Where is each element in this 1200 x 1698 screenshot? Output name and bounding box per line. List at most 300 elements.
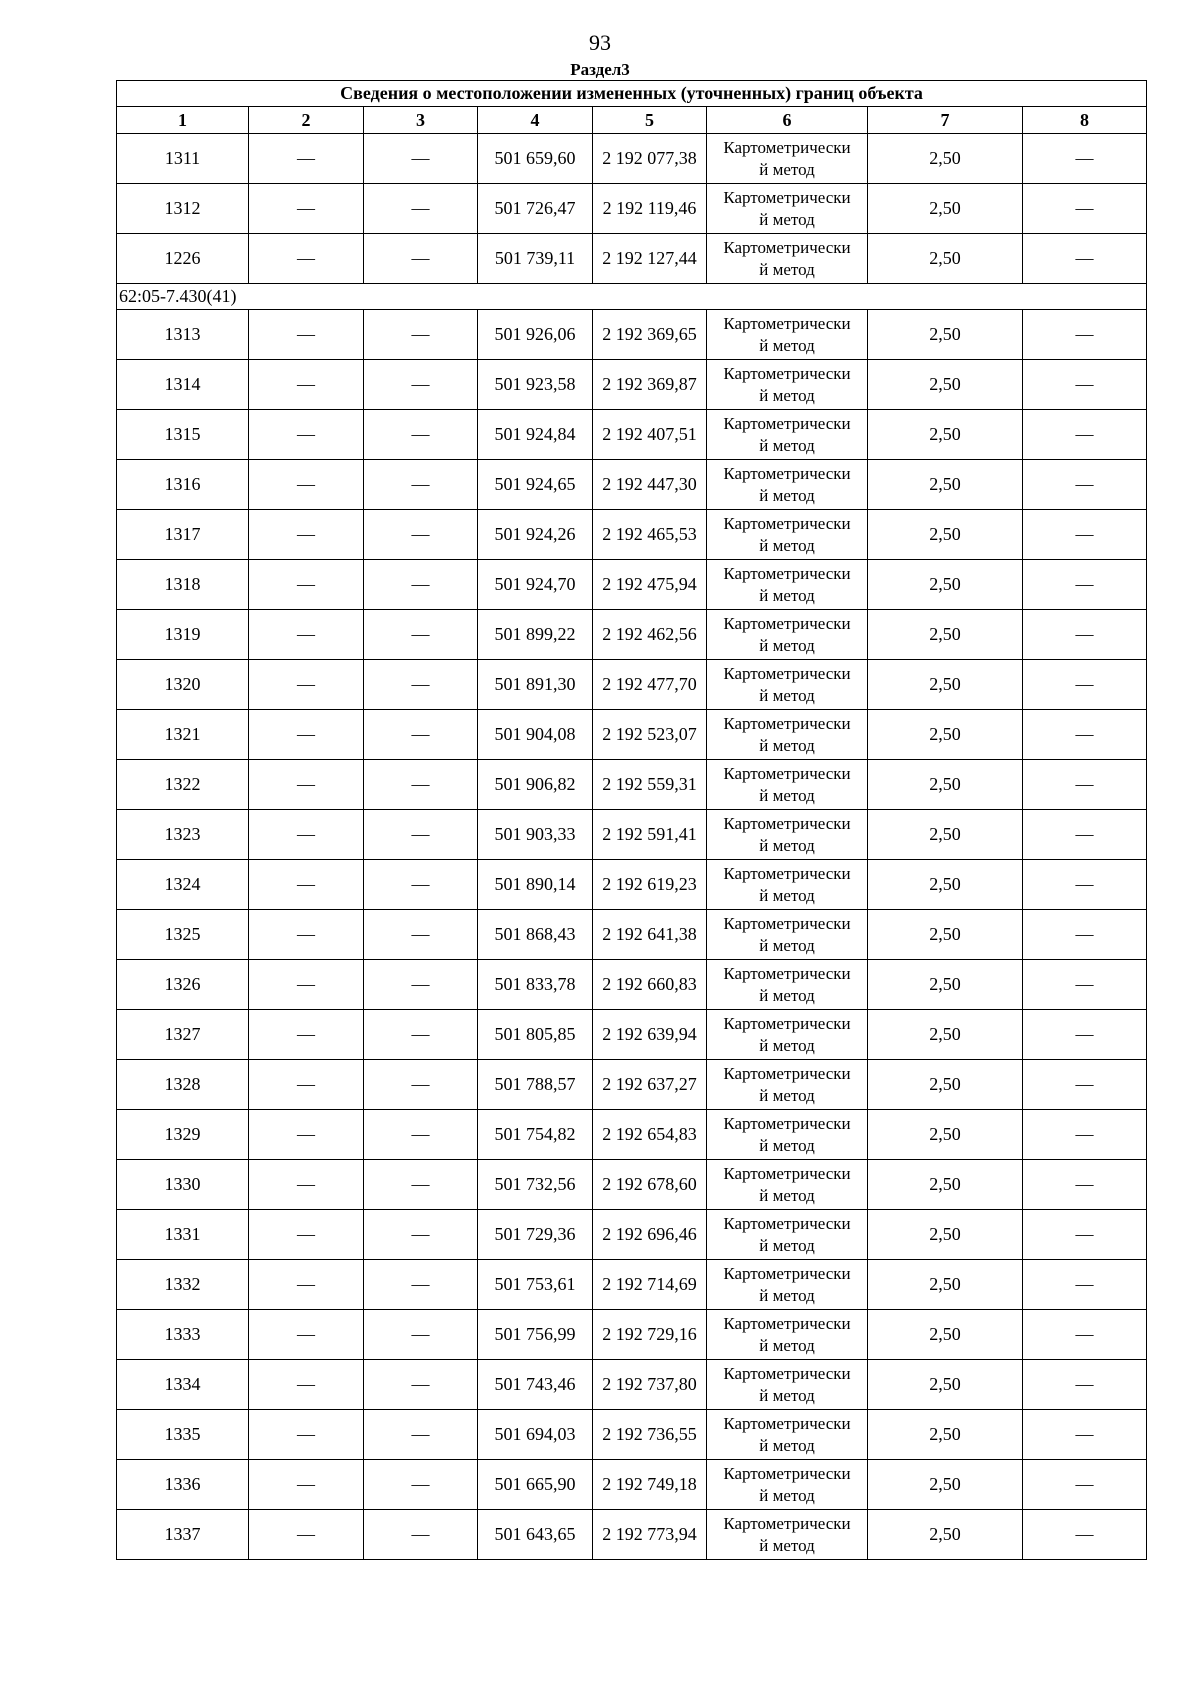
x-coordinate-cell: 501 659,60 (478, 134, 593, 184)
point-id-cell: 1311 (117, 134, 249, 184)
method-cell (707, 1160, 868, 1210)
table-row (117, 710, 1147, 760)
method-cell (707, 460, 868, 510)
x-coordinate-cell: 501 924,26 (478, 510, 593, 560)
point-id-cell: 1335 (117, 1410, 249, 1460)
dash-cell: — (249, 460, 364, 510)
table-row (117, 360, 1147, 410)
point-id-cell: 1320 (117, 660, 249, 710)
point-id-cell: 1331 (117, 1210, 249, 1260)
method-line: й метод (759, 585, 815, 605)
point-id-cell: 1334 (117, 1360, 249, 1410)
table-body (117, 134, 1147, 1560)
y-coordinate-cell: 2 192 559,31 (593, 760, 707, 810)
dash-cell: — (1023, 810, 1147, 860)
dash-cell: — (1023, 234, 1147, 284)
x-coordinate-cell: 501 753,61 (478, 1260, 593, 1310)
method-cell (707, 1410, 868, 1460)
dash-cell: — (364, 184, 478, 234)
table-row (117, 184, 1147, 234)
method-cell (707, 760, 868, 810)
dash-cell: — (1023, 1410, 1147, 1460)
point-id-cell: 1322 (117, 760, 249, 810)
y-coordinate-cell: 2 192 737,80 (593, 1360, 707, 1410)
dash-cell: — (364, 1360, 478, 1410)
table-row (117, 1460, 1147, 1510)
x-coordinate-cell: 501 643,65 (478, 1510, 593, 1560)
method-line: Картометрически (723, 363, 851, 383)
method-line: Картометрически (723, 513, 851, 533)
y-coordinate-cell: 2 192 591,41 (593, 810, 707, 860)
method-line: Картометрически (723, 1263, 851, 1283)
method-line: й метод (759, 209, 815, 229)
accuracy-cell: 2,50 (868, 710, 1023, 760)
y-coordinate-cell: 2 192 696,46 (593, 1210, 707, 1260)
table-row (117, 1010, 1147, 1060)
method-line: Картометрически (723, 1113, 851, 1133)
dash-cell: — (1023, 710, 1147, 760)
method-cell (707, 360, 868, 410)
accuracy-cell: 2,50 (868, 610, 1023, 660)
dash-cell: — (1023, 610, 1147, 660)
y-coordinate-cell: 2 192 447,30 (593, 460, 707, 510)
point-id-cell: 1330 (117, 1160, 249, 1210)
point-id-cell: 1337 (117, 1510, 249, 1560)
dash-cell: — (249, 960, 364, 1010)
x-coordinate-cell: 501 868,43 (478, 910, 593, 960)
method-cell (707, 510, 868, 560)
point-id-cell: 1327 (117, 1010, 249, 1060)
accuracy-cell: 2,50 (868, 1360, 1023, 1410)
accuracy-cell: 2,50 (868, 1410, 1023, 1460)
method-line: й метод (759, 159, 815, 179)
method-cell (707, 184, 868, 234)
y-coordinate-cell: 2 192 475,94 (593, 560, 707, 610)
point-id-cell: 1226 (117, 234, 249, 284)
method-cell (707, 234, 868, 284)
dash-cell: — (364, 460, 478, 510)
method-line: й метод (759, 335, 815, 355)
table-row (117, 310, 1147, 360)
dash-cell: — (249, 184, 364, 234)
dash-cell: — (364, 660, 478, 710)
method-line: й метод (759, 1435, 815, 1455)
dash-cell: — (364, 810, 478, 860)
dash-cell: — (249, 660, 364, 710)
x-coordinate-cell: 501 833,78 (478, 960, 593, 1010)
accuracy-cell: 2,50 (868, 1060, 1023, 1110)
method-cell (707, 910, 868, 960)
dash-cell: — (1023, 1510, 1147, 1560)
accuracy-cell: 2,50 (868, 560, 1023, 610)
accuracy-cell: 2,50 (868, 760, 1023, 810)
method-cell (707, 1310, 868, 1360)
point-id-cell: 1319 (117, 610, 249, 660)
method-line: Картометрически (723, 1213, 851, 1233)
method-line: й метод (759, 385, 815, 405)
y-coordinate-cell: 2 192 127,44 (593, 234, 707, 284)
dash-cell: — (1023, 1210, 1147, 1260)
dash-cell: — (364, 134, 478, 184)
point-id-cell: 1314 (117, 360, 249, 410)
method-line: Картометрически (723, 463, 851, 483)
method-cell (707, 710, 868, 760)
x-coordinate-cell: 501 924,70 (478, 560, 593, 610)
x-coordinate-cell: 501 904,08 (478, 710, 593, 760)
column-header: 4 (478, 107, 593, 134)
dash-cell: — (1023, 310, 1147, 360)
y-coordinate-cell: 2 192 714,69 (593, 1260, 707, 1310)
dash-cell: — (249, 1360, 364, 1410)
method-line: Картометрически (723, 1063, 851, 1083)
y-coordinate-cell: 2 192 660,83 (593, 960, 707, 1010)
table-row (117, 1260, 1147, 1310)
method-line: Картометрически (723, 1513, 851, 1533)
group-row-filler (249, 284, 1147, 310)
x-coordinate-cell: 501 926,06 (478, 310, 593, 360)
group-row (117, 284, 1147, 310)
accuracy-cell: 2,50 (868, 810, 1023, 860)
accuracy-cell: 2,50 (868, 1210, 1023, 1260)
y-coordinate-cell: 2 192 639,94 (593, 1010, 707, 1060)
column-header-row (117, 107, 1147, 134)
dash-cell: — (249, 1010, 364, 1060)
page-number: 93 (589, 30, 611, 55)
point-id-cell: 1326 (117, 960, 249, 1010)
method-line: Картометрически (723, 137, 851, 157)
method-line: Картометрически (723, 237, 851, 257)
dash-cell: — (364, 1310, 478, 1360)
method-line: й метод (759, 1085, 815, 1105)
x-coordinate-cell: 501 743,46 (478, 1360, 593, 1410)
method-line: Картометрически (723, 763, 851, 783)
table-row (117, 660, 1147, 710)
dash-cell: — (364, 510, 478, 560)
table-row (117, 510, 1147, 560)
dash-cell: — (249, 710, 364, 760)
method-cell (707, 860, 868, 910)
dash-cell: — (364, 610, 478, 660)
dash-cell: — (1023, 1260, 1147, 1310)
dash-cell: — (249, 910, 364, 960)
dash-cell: — (249, 510, 364, 560)
dash-cell: — (364, 910, 478, 960)
x-coordinate-cell: 501 903,33 (478, 810, 593, 860)
method-cell (707, 310, 868, 360)
dash-cell: — (1023, 134, 1147, 184)
method-line: Картометрически (723, 913, 851, 933)
dash-cell: — (249, 234, 364, 284)
dash-cell: — (249, 1260, 364, 1310)
accuracy-cell: 2,50 (868, 660, 1023, 710)
table-row (117, 410, 1147, 460)
table-row (117, 1510, 1147, 1560)
method-line: Картометрически (723, 413, 851, 433)
column-header: 8 (1023, 107, 1147, 134)
accuracy-cell: 2,50 (868, 1260, 1023, 1310)
accuracy-cell: 2,50 (868, 1010, 1023, 1060)
dash-cell: — (249, 1460, 364, 1510)
point-id-cell: 1315 (117, 410, 249, 460)
column-header: 3 (364, 107, 478, 134)
dash-cell: — (1023, 960, 1147, 1010)
dash-cell: — (1023, 460, 1147, 510)
method-line: й метод (759, 1535, 815, 1555)
table-row (117, 960, 1147, 1010)
dash-cell: — (249, 360, 364, 410)
x-coordinate-cell: 501 891,30 (478, 660, 593, 710)
table-row (117, 134, 1147, 184)
dash-cell: — (364, 1260, 478, 1310)
method-line: Картометрически (723, 1463, 851, 1483)
boundary-coordinates-table (116, 80, 1147, 1560)
method-cell (707, 1060, 868, 1110)
dash-cell: — (1023, 1160, 1147, 1210)
method-line: Картометрически (723, 563, 851, 583)
accuracy-cell: 2,50 (868, 360, 1023, 410)
point-id-cell: 1325 (117, 910, 249, 960)
point-id-cell: 1312 (117, 184, 249, 234)
point-id-cell: 1329 (117, 1110, 249, 1160)
method-line: й метод (759, 935, 815, 955)
point-id-cell: 1324 (117, 860, 249, 910)
method-cell (707, 1360, 868, 1410)
dash-cell: — (364, 1510, 478, 1560)
accuracy-cell: 2,50 (868, 184, 1023, 234)
method-cell (707, 1260, 868, 1310)
point-id-cell: 1317 (117, 510, 249, 560)
dash-cell: — (364, 710, 478, 760)
x-coordinate-cell: 501 694,03 (478, 1410, 593, 1460)
dash-cell: — (1023, 1360, 1147, 1410)
method-line: Картометрически (723, 663, 851, 683)
dash-cell: — (364, 1410, 478, 1460)
method-line: й метод (759, 485, 815, 505)
table-row (117, 1160, 1147, 1210)
method-cell (707, 560, 868, 610)
dash-cell: — (249, 860, 364, 910)
method-cell (707, 1210, 868, 1260)
method-line: Картометрически (723, 1413, 851, 1433)
y-coordinate-cell: 2 192 641,38 (593, 910, 707, 960)
y-coordinate-cell: 2 192 678,60 (593, 1160, 707, 1210)
accuracy-cell: 2,50 (868, 960, 1023, 1010)
method-line: й метод (759, 635, 815, 655)
y-coordinate-cell: 2 192 637,27 (593, 1060, 707, 1110)
table-row (117, 1110, 1147, 1160)
y-coordinate-cell: 2 192 407,51 (593, 410, 707, 460)
dash-cell: — (1023, 410, 1147, 460)
method-line: й метод (759, 685, 815, 705)
table-row (117, 910, 1147, 960)
method-line: Картометрически (723, 863, 851, 883)
method-line: Картометрически (723, 1313, 851, 1333)
y-coordinate-cell: 2 192 523,07 (593, 710, 707, 760)
x-coordinate-cell: 501 899,22 (478, 610, 593, 660)
method-line: Картометрически (723, 713, 851, 733)
dash-cell: — (249, 1110, 364, 1160)
method-line: Картометрически (723, 1163, 851, 1183)
method-cell (707, 410, 868, 460)
accuracy-cell: 2,50 (868, 134, 1023, 184)
method-line: й метод (759, 1185, 815, 1205)
dash-cell: — (249, 410, 364, 460)
method-line: Картометрически (723, 813, 851, 833)
method-cell (707, 810, 868, 860)
dash-cell: — (1023, 184, 1147, 234)
method-line: й метод (759, 259, 815, 279)
point-id-cell: 1336 (117, 1460, 249, 1510)
dash-cell: — (1023, 1060, 1147, 1110)
accuracy-cell: 2,50 (868, 234, 1023, 284)
dash-cell: — (364, 1060, 478, 1110)
dash-cell: — (364, 360, 478, 410)
accuracy-cell: 2,50 (868, 1110, 1023, 1160)
point-id-cell: 1313 (117, 310, 249, 360)
table-caption: Сведения о местоположении измененных (уточненных) границ объекта (117, 81, 1147, 107)
point-id-cell: 1318 (117, 560, 249, 610)
dash-cell: — (249, 310, 364, 360)
x-coordinate-cell: 501 732,56 (478, 1160, 593, 1210)
method-line: й метод (759, 1235, 815, 1255)
dash-cell: — (364, 860, 478, 910)
dash-cell: — (249, 810, 364, 860)
method-line: й метод (759, 985, 815, 1005)
method-line: й метод (759, 885, 815, 905)
point-id-cell: 1328 (117, 1060, 249, 1110)
table-row (117, 610, 1147, 660)
method-line: й метод (759, 1135, 815, 1155)
method-line: й метод (759, 435, 815, 455)
y-coordinate-cell: 2 192 736,55 (593, 1410, 707, 1460)
x-coordinate-cell: 501 729,36 (478, 1210, 593, 1260)
x-coordinate-cell: 501 756,99 (478, 1310, 593, 1360)
method-line: Картометрически (723, 1013, 851, 1033)
dash-cell: — (364, 310, 478, 360)
method-line: Картометрически (723, 963, 851, 983)
table-row (117, 234, 1147, 284)
dash-cell: — (249, 1210, 364, 1260)
dash-cell: — (249, 1060, 364, 1110)
accuracy-cell: 2,50 (868, 1460, 1023, 1510)
section-title: Раздел3 (570, 60, 630, 79)
dash-cell: — (1023, 1010, 1147, 1060)
method-line: й метод (759, 785, 815, 805)
dash-cell: — (364, 960, 478, 1010)
column-header: 2 (249, 107, 364, 134)
table-row (117, 760, 1147, 810)
dash-cell: — (249, 1410, 364, 1460)
dash-cell: — (249, 1310, 364, 1360)
method-line: й метод (759, 535, 815, 555)
table-row (117, 1410, 1147, 1460)
dash-cell: — (1023, 660, 1147, 710)
point-id-cell: 1332 (117, 1260, 249, 1310)
dash-cell: — (1023, 760, 1147, 810)
y-coordinate-cell: 2 192 773,94 (593, 1510, 707, 1560)
y-coordinate-cell: 2 192 462,56 (593, 610, 707, 660)
point-id-cell: 1333 (117, 1310, 249, 1360)
accuracy-cell: 2,50 (868, 1160, 1023, 1210)
y-coordinate-cell: 2 192 369,65 (593, 310, 707, 360)
dash-cell: — (249, 560, 364, 610)
method-line: й метод (759, 1035, 815, 1055)
y-coordinate-cell: 2 192 729,16 (593, 1310, 707, 1360)
accuracy-cell: 2,50 (868, 460, 1023, 510)
point-id-cell: 1316 (117, 460, 249, 510)
table-row (117, 460, 1147, 510)
dash-cell: — (1023, 860, 1147, 910)
dash-cell: — (364, 560, 478, 610)
y-coordinate-cell: 2 192 654,83 (593, 1110, 707, 1160)
method-cell (707, 960, 868, 1010)
method-line: й метод (759, 1285, 815, 1305)
dash-cell: — (1023, 910, 1147, 960)
column-header: 1 (117, 107, 249, 134)
x-coordinate-cell: 501 923,58 (478, 360, 593, 410)
point-id-cell: 1323 (117, 810, 249, 860)
dash-cell: — (249, 134, 364, 184)
method-cell (707, 660, 868, 710)
x-coordinate-cell: 501 739,11 (478, 234, 593, 284)
dash-cell: — (249, 610, 364, 660)
accuracy-cell: 2,50 (868, 510, 1023, 560)
y-coordinate-cell: 2 192 465,53 (593, 510, 707, 560)
dash-cell: — (1023, 1110, 1147, 1160)
dash-cell: — (249, 760, 364, 810)
table-row (117, 1360, 1147, 1410)
accuracy-cell: 2,50 (868, 910, 1023, 960)
dash-cell: — (364, 760, 478, 810)
dash-cell: — (364, 234, 478, 284)
dash-cell: — (249, 1510, 364, 1560)
method-line: й метод (759, 835, 815, 855)
table-row (117, 860, 1147, 910)
column-header: 7 (868, 107, 1023, 134)
table-row (117, 810, 1147, 860)
x-coordinate-cell: 501 924,84 (478, 410, 593, 460)
cadastral-block-label: 62:05-7.430(41) (117, 284, 249, 310)
dash-cell: — (1023, 510, 1147, 560)
x-coordinate-cell: 501 890,14 (478, 860, 593, 910)
x-coordinate-cell: 501 788,57 (478, 1060, 593, 1110)
x-coordinate-cell: 501 726,47 (478, 184, 593, 234)
dash-cell: — (1023, 1460, 1147, 1510)
method-line: й метод (759, 1385, 815, 1405)
y-coordinate-cell: 2 192 369,87 (593, 360, 707, 410)
dash-cell: — (364, 1110, 478, 1160)
y-coordinate-cell: 2 192 077,38 (593, 134, 707, 184)
method-line: Картометрически (723, 613, 851, 633)
method-cell (707, 134, 868, 184)
dash-cell: — (364, 1460, 478, 1510)
method-line: Картометрически (723, 313, 851, 333)
x-coordinate-cell: 501 924,65 (478, 460, 593, 510)
table-row (117, 1210, 1147, 1260)
point-id-cell: 1321 (117, 710, 249, 760)
accuracy-cell: 2,50 (868, 1510, 1023, 1560)
method-cell (707, 610, 868, 660)
y-coordinate-cell: 2 192 477,70 (593, 660, 707, 710)
y-coordinate-cell: 2 192 119,46 (593, 184, 707, 234)
dash-cell: — (364, 410, 478, 460)
column-header: 5 (593, 107, 707, 134)
x-coordinate-cell: 501 754,82 (478, 1110, 593, 1160)
dash-cell: — (1023, 360, 1147, 410)
y-coordinate-cell: 2 192 749,18 (593, 1460, 707, 1510)
accuracy-cell: 2,50 (868, 410, 1023, 460)
accuracy-cell: 2,50 (868, 1310, 1023, 1360)
